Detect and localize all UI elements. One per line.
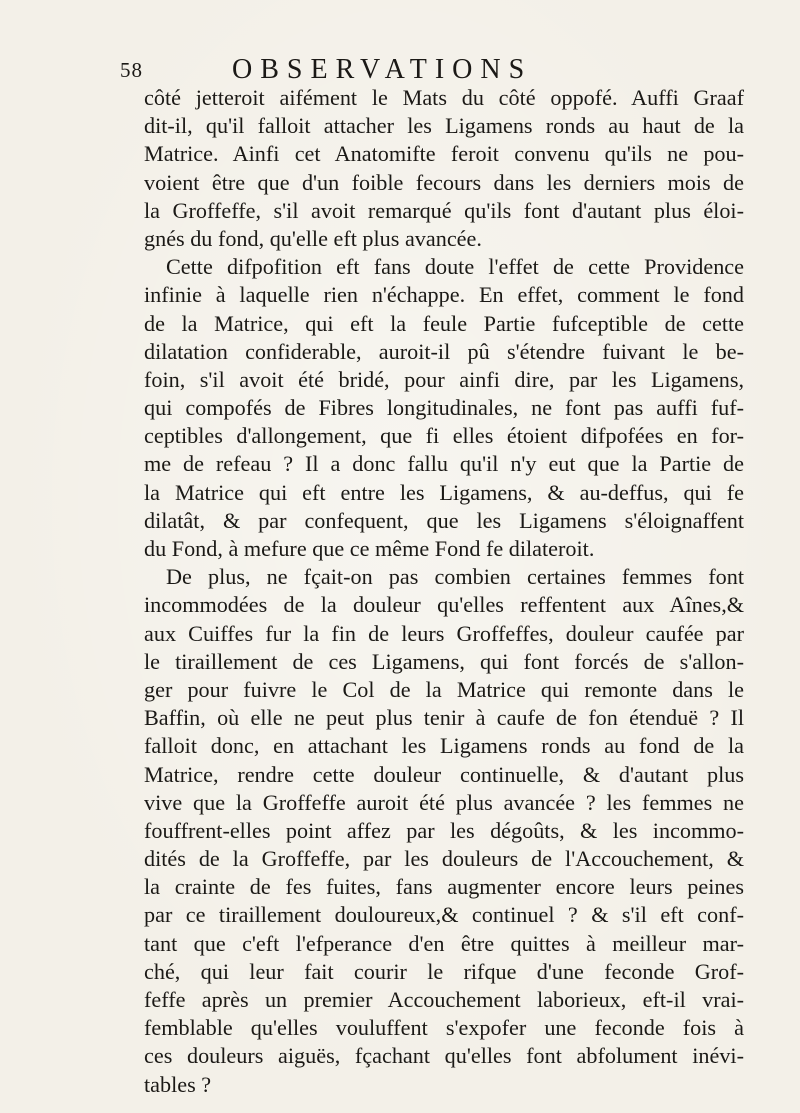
text-line: la Matrice qui eft entre les Ligamens, & au-deffus, qui fe xyxy=(144,479,744,505)
text-line: De plus, ne fçait-on pas combien certaines femmes font xyxy=(166,564,744,590)
text-line: Baffin, où elle ne peut plus tenir à caufe de fon étenduë ? Il xyxy=(144,705,744,731)
text-line: le tiraillement de ces Ligamens, qui font forcés de s'allon- xyxy=(144,648,744,674)
text-line: aux Cuiffes fur la fin de leurs Groffeffes, douleur caufée par xyxy=(144,620,744,646)
text-line: tables ? xyxy=(144,1071,212,1097)
text-line: femblable qu'elles vouluffent s'expofer une feconde fois à xyxy=(144,1015,744,1041)
text-line: foin, s'il avoit été bridé, pour ainfi dire, par les Ligamens, xyxy=(144,366,744,392)
text-line: qui compofés de Fibres longitudinales, ne font pas auffi fuf- xyxy=(144,395,744,421)
text-line: ger pour fuivre le Col de la Matrice qui remonte dans le xyxy=(144,676,744,702)
text-line: par ce tiraillement douloureux,& continuel ? & s'il eft conf- xyxy=(144,902,744,928)
text-line: falloit donc, en attachant les Ligamens ronds au fond de la xyxy=(144,733,744,759)
text-line: dités de la Groffeffe, par les douleurs de l'Accouchement, & xyxy=(144,846,744,872)
text-line: la crainte de fes fuites, fans augmenter encore leurs peines xyxy=(144,874,744,900)
text-line: du Fond, à mefure que ce même Fond fe dilateroit. xyxy=(144,536,595,561)
text-line: me de refeau ? Il a donc fallu qu'il n'y eut que la Partie de xyxy=(144,451,744,477)
page-number: 58 xyxy=(120,58,143,82)
text-line: Cette difpofition eft fans doute l'effet de cette Providence xyxy=(166,254,744,280)
text-line: voient être que d'un foible fecours dans les derniers mois de xyxy=(144,169,744,195)
text-line: tant que c'eft l'efperance d'en être quittes à meilleur mar- xyxy=(144,930,744,956)
text-line: dit-il, qu'il falloit attacher les Ligamens ronds au haut de la xyxy=(144,113,744,139)
text-line: infinie à laquelle rien n'échappe. En effet, comment le fond xyxy=(144,282,744,308)
text-line: dilatation confiderable, auroit-il pû s'étendre fuivant le be- xyxy=(144,338,744,364)
text-line: ces douleurs aiguës, fçachant qu'elles font abfolument inévi- xyxy=(144,1043,744,1069)
text-line: incommodées de la douleur qu'elles reffentent aux Aînes,& xyxy=(144,592,744,618)
text-line: de la Matrice, qui eft la feule Partie fufceptible de cette xyxy=(144,310,744,336)
text-line: ceptibles d'allongement, que fi elles étoient difpofées en for- xyxy=(144,423,744,449)
running-title: OBSERVATIONS xyxy=(232,54,533,85)
text-line: côté jetteroit aifément le Mats du côté oppofé. Auffi Graaf xyxy=(144,85,744,110)
text-line: ché, qui leur fait courir le rifque d'une feconde Grof- xyxy=(144,958,744,984)
text-line: fouffrent-elles point affez par les dégoûts, & les incommo- xyxy=(144,817,744,843)
body-text xyxy=(144,84,744,1099)
text-line: vive que la Groffeffe auroit été plus avancée ? les femmes ne xyxy=(144,789,744,815)
text-line: dilatât, & par confequent, que les Ligamens s'éloignaffent xyxy=(144,507,744,533)
text-line: la Groffeffe, s'il avoit remarqué qu'ils font d'autant plus éloi- xyxy=(144,197,744,223)
text-line: Matrice. Ainfi cet Anatomifte feroit convenu qu'ils ne pou- xyxy=(144,141,744,167)
text-line: feffe après un premier Accouchement laborieux, eft-il vrai- xyxy=(144,987,744,1012)
text-line: gnés du fond, qu'elle eft plus avancée. xyxy=(144,225,482,251)
text-line: Matrice, rendre cette douleur continuelle, & d'autant plus xyxy=(144,761,744,787)
